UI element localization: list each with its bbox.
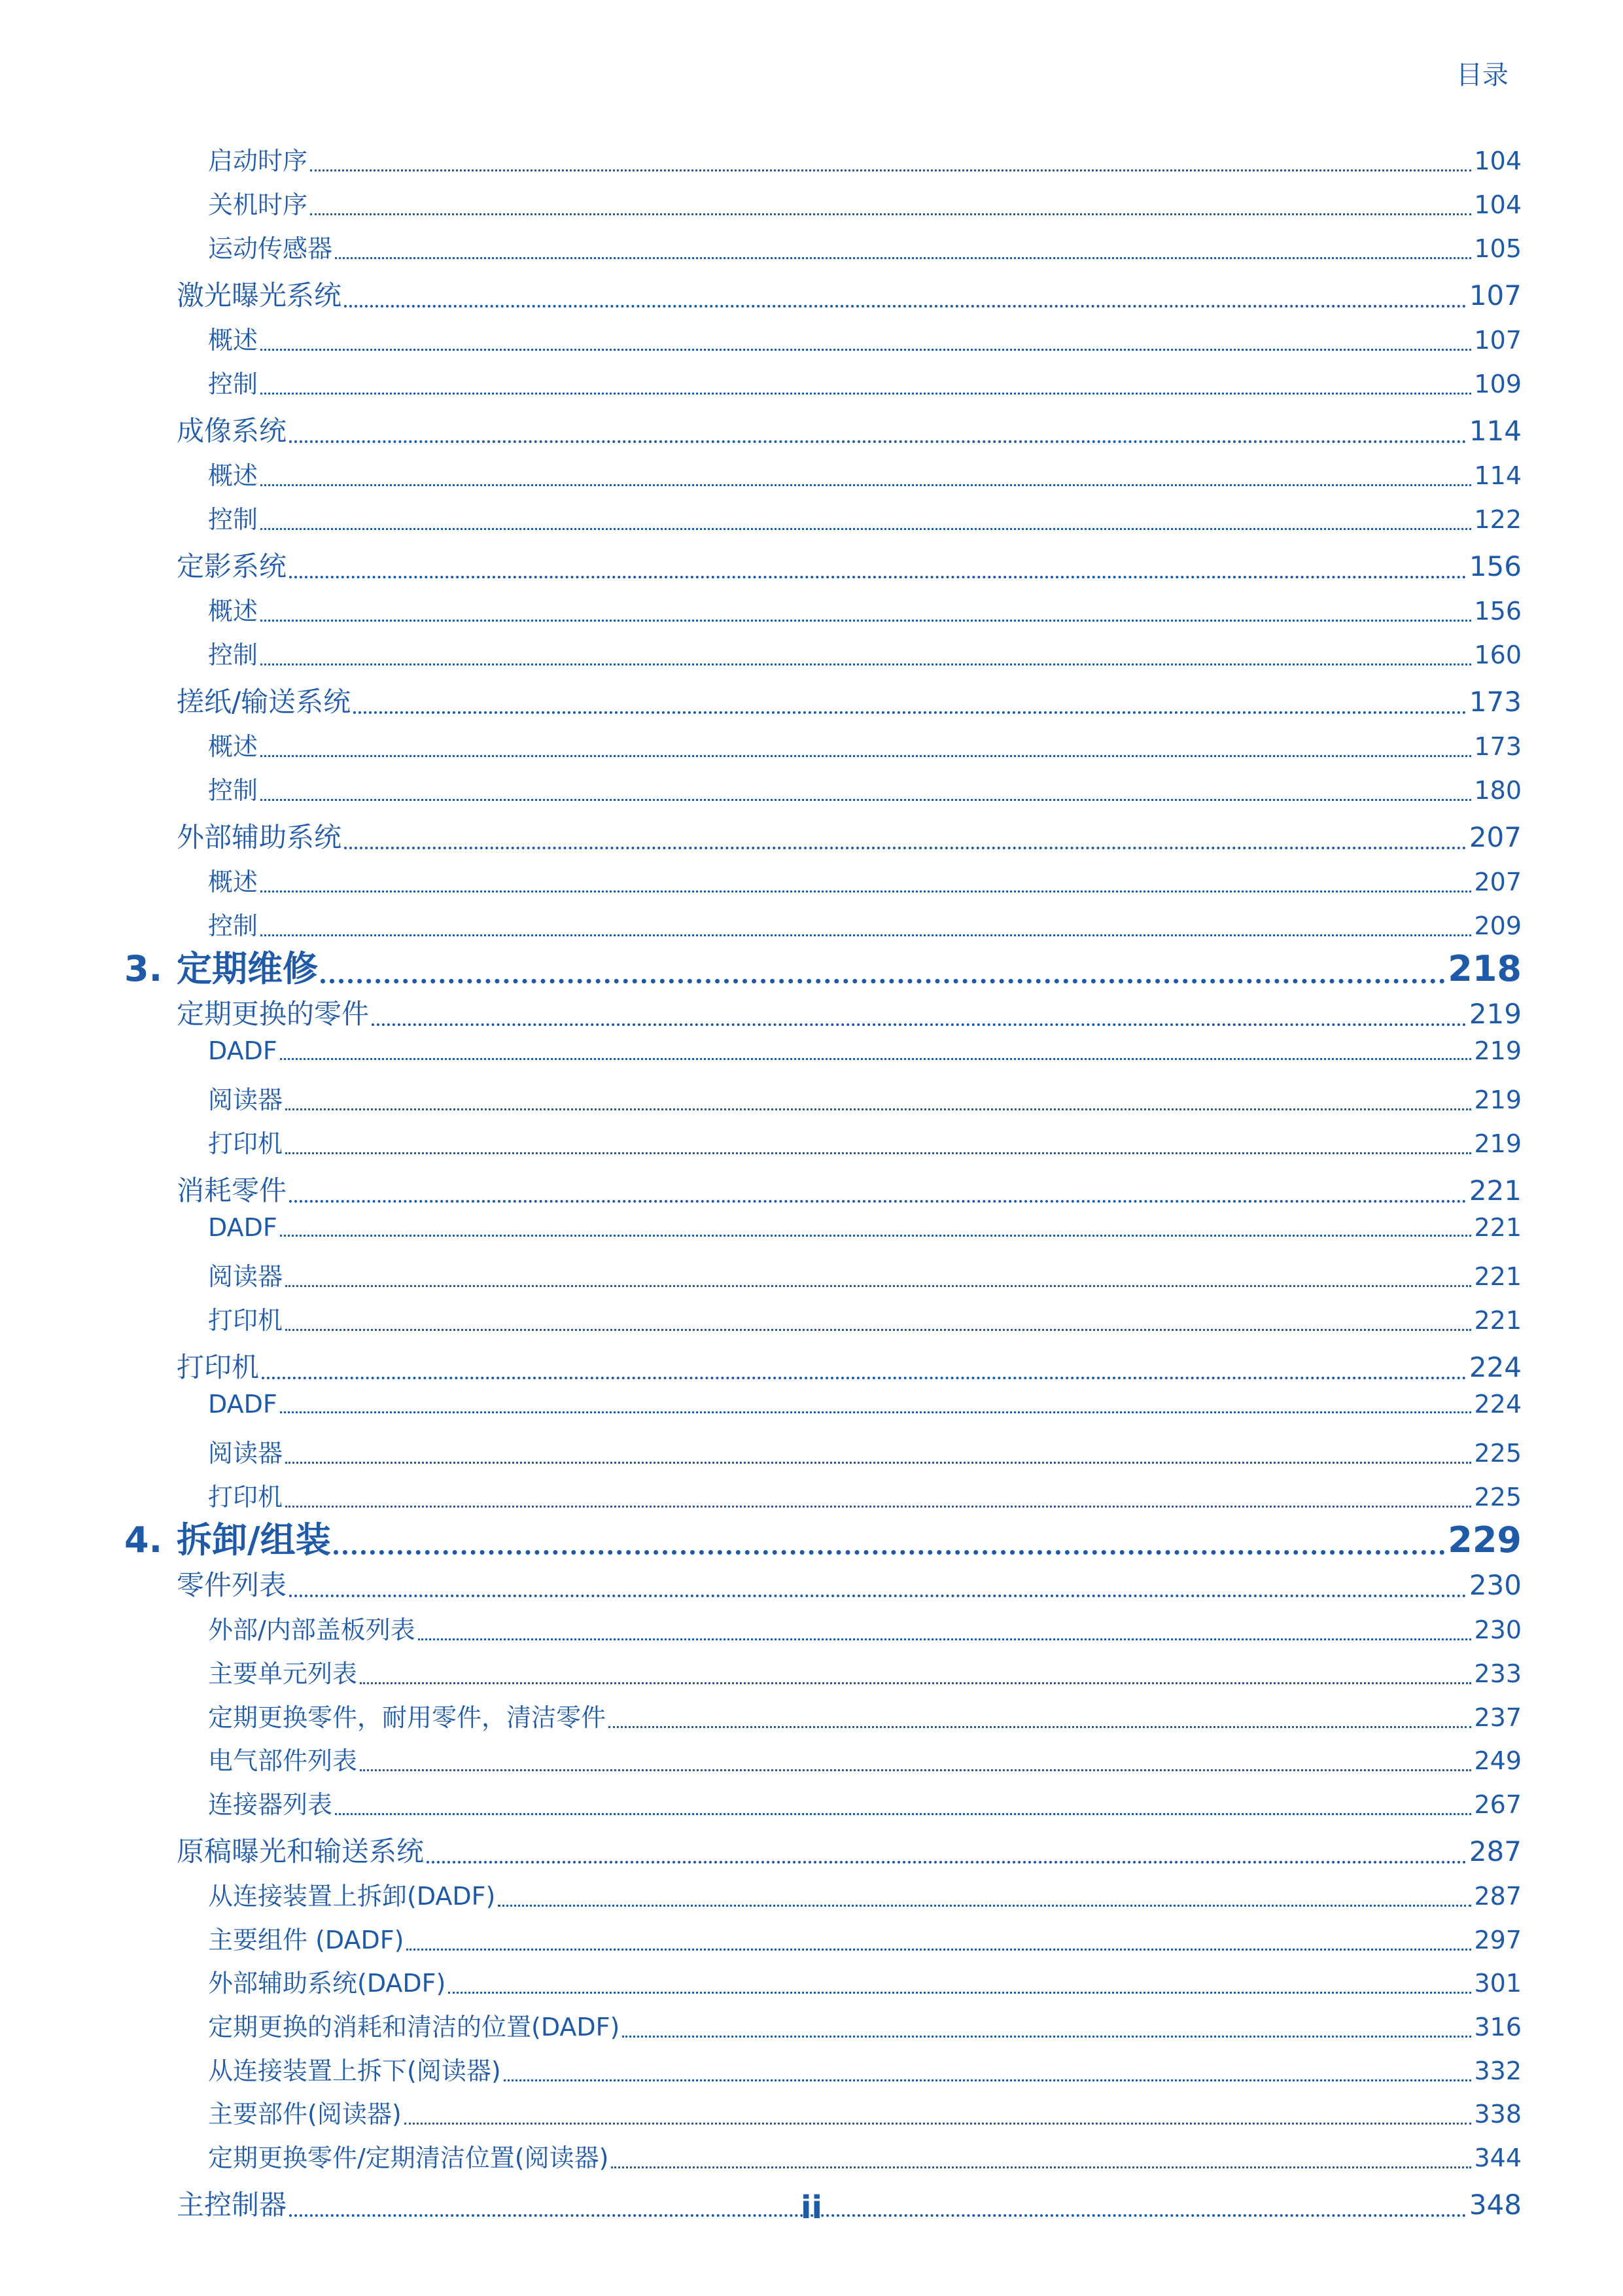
toc-entry-page: 105 xyxy=(1474,234,1522,263)
toc-entry-sub[interactable] xyxy=(208,1653,1522,1689)
chapter-number: 4. xyxy=(124,1519,163,1561)
dot-leader xyxy=(260,934,1471,936)
toc-entry-sub[interactable] xyxy=(208,1390,1522,1419)
toc-entry-sub[interactable] xyxy=(208,228,1522,264)
toc-entry-title: 定期更换零件/定期清洁位置(阅读器) xyxy=(208,2144,609,2172)
toc-entry-section[interactable] xyxy=(177,274,1522,313)
dot-leader xyxy=(289,1595,1467,1597)
toc-entry-sub[interactable] xyxy=(208,2094,1522,2130)
toc-entry-sub[interactable] xyxy=(208,2007,1522,2043)
toc-entry-page: 122 xyxy=(1474,505,1522,534)
page-header: 目录 xyxy=(1456,60,1509,90)
toc-entry-sub[interactable] xyxy=(208,1876,1522,1912)
dot-leader xyxy=(406,1949,1471,1951)
toc-entry-section[interactable] xyxy=(177,1169,1522,1209)
toc-entry-sub[interactable] xyxy=(208,1477,1522,1513)
toc-entry-sub[interactable] xyxy=(208,726,1522,762)
toc-entry-sub[interactable] xyxy=(208,320,1522,356)
toc-entry-section[interactable] xyxy=(177,1830,1522,1869)
toc-entry-page: 109 xyxy=(1474,370,1522,398)
toc-entry-title: 消耗零件 xyxy=(177,1174,287,1207)
toc-entry-sub[interactable] xyxy=(208,1784,1522,1820)
dot-leader xyxy=(360,1682,1471,1684)
toc-entry-sub[interactable] xyxy=(208,1256,1522,1292)
toc-entry-title: 定期更换的消耗和清洁的位置(DADF) xyxy=(208,2013,620,2041)
toc-entry-page: 221 xyxy=(1474,1262,1522,1291)
toc-entry-page: 219 xyxy=(1469,998,1522,1030)
dot-leader xyxy=(280,1058,1472,1060)
toc-entry-page: 219 xyxy=(1474,1086,1522,1114)
toc-entry-title: 阅读器 xyxy=(208,1262,283,1291)
dot-leader xyxy=(289,576,1467,578)
toc-entry-sub[interactable] xyxy=(208,1610,1522,1646)
toc-entry-page: 344 xyxy=(1474,2144,1522,2172)
toc-entry-page: 237 xyxy=(1474,1703,1522,1732)
toc-entry-title: 外部辅助系统(DADF) xyxy=(208,1969,446,1998)
toc-entry-title: DADF xyxy=(208,1036,277,1065)
toc-entry-page: 219 xyxy=(1474,1036,1522,1065)
dot-leader xyxy=(285,1108,1471,1110)
toc-entry-page: 316 xyxy=(1474,2013,1522,2041)
toc-entry-title: 定期维修 xyxy=(177,948,318,989)
toc-entry-sub[interactable] xyxy=(208,1300,1522,1336)
toc-entry-title: 控制 xyxy=(208,911,258,940)
toc-entry-page: 221 xyxy=(1474,1213,1522,1242)
toc-entry-section[interactable] xyxy=(177,680,1522,720)
toc-entry-title: 启动时序 xyxy=(208,147,308,175)
toc-entry-sub[interactable] xyxy=(208,185,1522,221)
dot-leader xyxy=(285,1329,1471,1331)
toc-entry-page: 332 xyxy=(1474,2057,1522,2085)
toc-entry-sub[interactable] xyxy=(208,1740,1522,1776)
toc-entry-sub[interactable] xyxy=(208,635,1522,671)
dot-leader xyxy=(289,1200,1467,1203)
toc-entry-page: 180 xyxy=(1474,776,1522,805)
toc-entry-page: 114 xyxy=(1474,461,1522,490)
toc-entry-page: 221 xyxy=(1469,1174,1522,1207)
toc-entry-title: 打印机 xyxy=(208,1306,283,1335)
dot-leader xyxy=(285,1285,1471,1287)
dot-leader xyxy=(404,2123,1472,2125)
toc-entry-title: 定期更换零件，耐用零件，清洁零件 xyxy=(208,1703,606,1732)
toc-entry-page: 104 xyxy=(1474,190,1522,219)
toc-entry-title: 外部/内部盖板列表 xyxy=(208,1616,415,1644)
toc-entry-chapter[interactable] xyxy=(124,1512,1522,1563)
toc-entry-page: 173 xyxy=(1474,732,1522,761)
dot-leader xyxy=(608,1726,1471,1728)
toc-entry-page: 301 xyxy=(1474,1969,1522,1998)
toc-entry-title: 成像系统 xyxy=(177,415,287,447)
toc-entry-title: 控制 xyxy=(208,505,258,534)
dot-leader xyxy=(262,1377,1467,1379)
toc-entry-title: 概述 xyxy=(208,868,258,896)
dot-leader xyxy=(310,213,1471,215)
toc-entry-title: 拆卸/组装 xyxy=(177,1519,331,1561)
dot-leader xyxy=(334,1550,1446,1555)
toc-entry-title: 控制 xyxy=(208,776,258,805)
toc-entry-page: 156 xyxy=(1474,597,1522,626)
toc-entry-title: 概述 xyxy=(208,732,258,761)
toc-entry-sub[interactable] xyxy=(208,1920,1522,1956)
toc-entry-sub[interactable] xyxy=(208,2138,1522,2174)
dot-leader xyxy=(285,1152,1471,1154)
toc-entry-title: 从连接装置上拆卸(DADF) xyxy=(208,1882,496,1911)
toc-entry-section[interactable] xyxy=(177,545,1522,584)
toc-entry-title: 控制 xyxy=(208,370,258,398)
chapter-number: 3. xyxy=(124,948,163,989)
dot-leader xyxy=(260,393,1471,395)
toc-entry-page: 156 xyxy=(1469,550,1522,582)
toc-entry-title: 概述 xyxy=(208,597,258,626)
toc-entry-sub[interactable] xyxy=(208,364,1522,400)
toc-entry-title: 电气部件列表 xyxy=(208,1746,358,1775)
page-number: ii xyxy=(801,2189,822,2226)
dot-leader xyxy=(260,620,1471,622)
toc-entry-title: 激光曝光系统 xyxy=(177,279,342,311)
toc-entry-title: 概述 xyxy=(208,326,258,355)
toc-entry-title: 搓纸/输送系统 xyxy=(177,686,351,718)
toc-entry-page: 249 xyxy=(1474,1746,1522,1775)
dot-leader xyxy=(504,2079,1472,2081)
toc-entry-page: 230 xyxy=(1469,1569,1522,1601)
toc-entry-page: 218 xyxy=(1448,948,1522,989)
toc-entry-sub[interactable] xyxy=(208,770,1522,806)
toc-entry-page: 160 xyxy=(1474,641,1522,669)
toc-entry-title: 定期更换的零件 xyxy=(177,998,370,1030)
toc-entry-title: 定影系统 xyxy=(177,550,287,582)
toc-entry-title: 主控制器 xyxy=(177,2189,287,2221)
toc-entry-sub[interactable] xyxy=(208,1080,1522,1116)
dot-leader xyxy=(260,891,1471,892)
toc-entry-sub[interactable] xyxy=(208,1123,1522,1159)
toc-entry-title: 关机时序 xyxy=(208,190,308,219)
dot-leader xyxy=(360,1769,1471,1771)
toc-entry-sub[interactable] xyxy=(208,862,1522,898)
dot-leader xyxy=(335,1813,1471,1815)
toc-entry-title: 主要部件(阅读器) xyxy=(208,2100,402,2128)
dot-leader xyxy=(344,847,1467,849)
toc-entry-page: 224 xyxy=(1474,1390,1522,1419)
toc-entry-section[interactable] xyxy=(177,410,1522,449)
toc-entry-section[interactable] xyxy=(177,816,1522,855)
toc-entry-title: 打印机 xyxy=(208,1129,283,1158)
toc-entry-page: 104 xyxy=(1474,147,1522,175)
toc-entry-title: DADF xyxy=(208,1390,277,1419)
toc-entry-page: 233 xyxy=(1474,1659,1522,1688)
toc-entry-page: 107 xyxy=(1469,279,1522,311)
toc-entry-chapter[interactable] xyxy=(124,941,1522,991)
toc-entry-title: 零件列表 xyxy=(177,1569,287,1601)
dot-leader xyxy=(448,1992,1471,1994)
toc-entry-title: 连接器列表 xyxy=(208,1790,333,1819)
dot-leader xyxy=(335,257,1471,259)
dot-leader xyxy=(260,349,1471,351)
toc-entry-title: 外部辅助系统 xyxy=(177,821,342,853)
toc-entry-section[interactable] xyxy=(177,1564,1522,1603)
dot-leader xyxy=(260,528,1471,530)
dot-leader xyxy=(285,1462,1471,1464)
toc-entry-sub[interactable] xyxy=(208,1036,1522,1065)
toc-entry-sub[interactable] xyxy=(208,1697,1522,1733)
dot-leader xyxy=(344,305,1467,308)
toc-entry-sub[interactable] xyxy=(208,499,1522,535)
toc-entry-sub[interactable] xyxy=(208,906,1522,942)
toc-entry-page: 287 xyxy=(1474,1882,1522,1911)
dot-leader xyxy=(611,2166,1471,2168)
toc-entry-sub[interactable] xyxy=(208,1433,1522,1469)
toc-entry-page: 267 xyxy=(1474,1790,1522,1819)
dot-leader xyxy=(321,979,1445,983)
dot-leader xyxy=(310,169,1471,171)
toc-entry-page: 107 xyxy=(1474,326,1522,355)
toc-entry-section[interactable] xyxy=(177,993,1522,1032)
toc-entry-page: 209 xyxy=(1474,911,1522,940)
dot-leader xyxy=(260,799,1471,801)
dot-leader xyxy=(498,1905,1471,1907)
toc-entry-page: 230 xyxy=(1474,1616,1522,1644)
toc-entry-sub[interactable] xyxy=(208,1963,1522,1999)
toc-entry-page: 173 xyxy=(1469,686,1522,718)
toc-entry-section[interactable] xyxy=(177,1346,1522,1385)
dot-leader xyxy=(427,1861,1467,1863)
toc-entry-sub[interactable] xyxy=(208,2051,1522,2087)
toc-entry-sub[interactable] xyxy=(208,591,1522,627)
toc-entry-title: 控制 xyxy=(208,641,258,669)
toc-entry-title: 原稿曝光和输送系统 xyxy=(177,1835,425,1867)
dot-leader xyxy=(280,1235,1472,1237)
toc-entry-title: 运动传感器 xyxy=(208,234,333,263)
dot-leader xyxy=(353,711,1467,714)
dot-leader xyxy=(418,1638,1472,1640)
toc-entry-page: 224 xyxy=(1469,1351,1522,1383)
toc-entry-page: 114 xyxy=(1469,415,1522,447)
dot-leader xyxy=(280,1411,1472,1413)
toc-entry-sub[interactable] xyxy=(208,1213,1522,1242)
toc-entry-sub[interactable] xyxy=(208,455,1522,491)
dot-leader xyxy=(285,1506,1471,1508)
toc-entry-title: 从连接装置上拆下(阅读器) xyxy=(208,2057,501,2085)
dot-leader xyxy=(260,755,1471,757)
toc-entry-title: 打印机 xyxy=(208,1483,283,1511)
toc-entry-title: 主要单元列表 xyxy=(208,1659,358,1688)
toc-entry-page: 229 xyxy=(1448,1519,1522,1561)
toc-entry-page: 297 xyxy=(1474,1926,1522,1954)
toc-entry-sub[interactable] xyxy=(208,141,1522,177)
dot-leader xyxy=(260,484,1471,486)
toc-entry-title: 主要组件 (DADF) xyxy=(208,1926,404,1954)
dot-leader xyxy=(372,1023,1467,1026)
toc-entry-page: 221 xyxy=(1474,1306,1522,1335)
toc-entry-title: 概述 xyxy=(208,461,258,490)
dot-leader xyxy=(289,440,1467,443)
toc-entry-page: 225 xyxy=(1474,1483,1522,1511)
toc-entry-page: 348 xyxy=(1469,2189,1522,2221)
toc-entry-title: 阅读器 xyxy=(208,1086,283,1114)
toc-entry-page: 207 xyxy=(1474,868,1522,896)
dot-leader xyxy=(260,663,1471,665)
toc-entry-page: 338 xyxy=(1474,2100,1522,2128)
dot-leader xyxy=(622,2036,1471,2038)
toc-entry-title: DADF xyxy=(208,1213,277,1242)
toc-entry-page: 225 xyxy=(1474,1439,1522,1468)
toc-entry-page: 207 xyxy=(1469,821,1522,853)
toc-entry-title: 阅读器 xyxy=(208,1439,283,1468)
toc-entry-page: 219 xyxy=(1474,1129,1522,1158)
toc-entry-page: 287 xyxy=(1469,1835,1522,1867)
toc-entry-title: 打印机 xyxy=(177,1351,260,1383)
